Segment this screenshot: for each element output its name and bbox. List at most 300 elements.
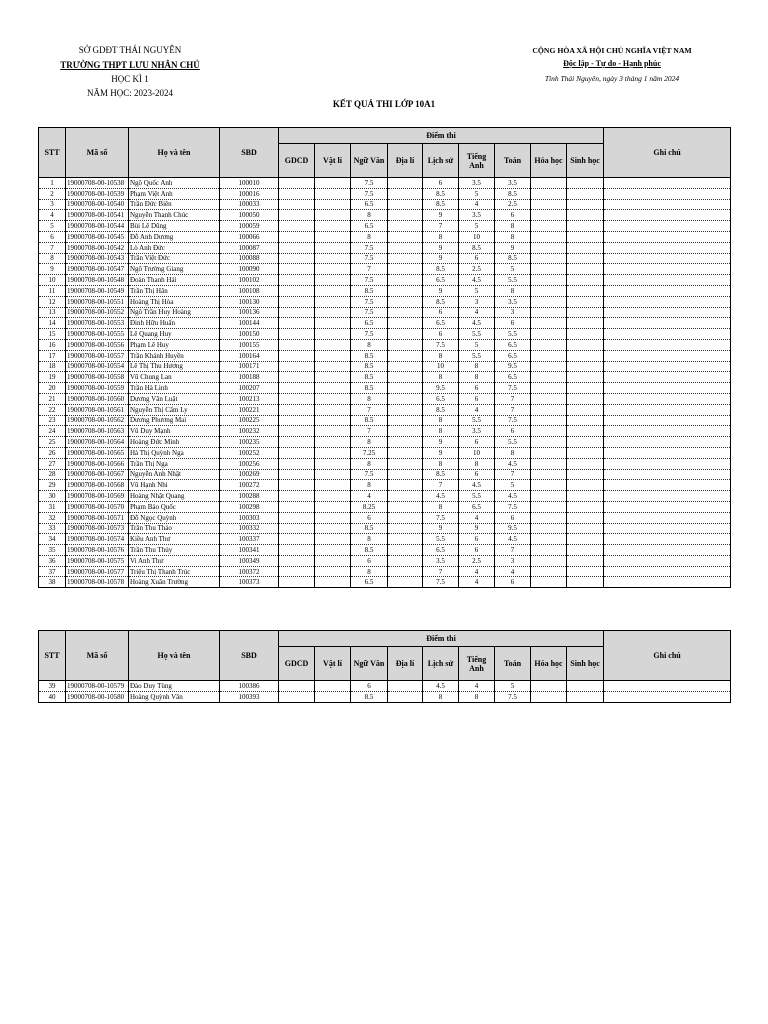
cell-score-sinh-hoc [567,555,604,566]
header-subject-sinh-hoc-label: Sinh học [570,156,600,165]
header-ma-so [66,128,129,178]
country-name: CỘNG HÒA XÃ HỘI CHỦ NGHĨA VIỆT NAM [532,46,692,55]
cell-stt: 40 [39,691,66,702]
cell-score-lich-su: 8 [423,426,459,437]
cell-score-tieng-anh: 3.5 [459,178,495,189]
cell-ma-so: 19000708-00-10564 [66,437,129,448]
cell-ho-ten: Lê Quang Huy [129,329,220,340]
cell-score-gdcd [279,512,315,523]
cell-score-hoa-hoc [531,437,567,448]
header-subject-hoa-hoc [531,647,567,681]
cell-score-sinh-hoc [567,393,604,404]
cell-score-gdcd [279,221,315,232]
cell-score-ngu-van: 7.5 [351,178,388,189]
cell-score-tieng-anh: 3 [459,296,495,307]
cell-score-tieng-anh: 8 [459,372,495,383]
cell-sbd: 100164 [220,350,279,361]
cell-score-toan: 8 [495,221,531,232]
cell-sbd: 100155 [220,339,279,350]
cell-score-gdcd [279,566,315,577]
cell-stt: 7 [39,242,66,253]
cell-ma-so: 19000708-00-10570 [66,501,129,512]
cell-score-gdcd [279,210,315,221]
cell-score-ngu-van: 8 [351,210,388,221]
cell-score-hoa-hoc [531,339,567,350]
cell-score-lich-su: 4.5 [423,681,459,692]
cell-score-toan: 6 [495,512,531,523]
cell-ghi-chu [604,681,731,692]
header-ghi-chu-label: Ghi chú [653,148,681,157]
cell-score-gdcd [279,426,315,437]
header-subject-vat-li [315,647,351,681]
cell-score-tieng-anh: 5.5 [459,329,495,340]
cell-score-vat-li [315,264,351,275]
cell-score-ngu-van: 8.5 [351,523,388,534]
cell-stt: 6 [39,231,66,242]
cell-ghi-chu [604,285,731,296]
cell-score-hoa-hoc [531,512,567,523]
cell-score-dia-li [388,545,423,556]
table-row [39,393,731,404]
cell-score-lich-su: 7.5 [423,512,459,523]
cell-score-dia-li [388,339,423,350]
header-subject-tieng-anh [459,144,495,178]
cell-ghi-chu [604,221,731,232]
header-ma-so [66,631,129,681]
cell-score-gdcd [279,404,315,415]
table-row [39,691,731,702]
cell-ho-ten: Dương Phương Mai [129,415,220,426]
cell-sbd: 100066 [220,231,279,242]
cell-score-lich-su: 6 [423,307,459,318]
cell-sbd: 100136 [220,307,279,318]
cell-score-vat-li [315,188,351,199]
cell-sbd: 100090 [220,264,279,275]
cell-score-vat-li [315,480,351,491]
cell-score-gdcd [279,361,315,372]
cell-ho-ten: Nguyễn Anh Nhật [129,469,220,480]
table-row [39,372,731,383]
cell-ma-so: 19000708-00-10538 [66,178,129,189]
cell-score-sinh-hoc [567,339,604,350]
cell-score-gdcd [279,480,315,491]
cell-score-hoa-hoc [531,480,567,491]
cell-score-ngu-van: 8 [351,437,388,448]
cell-score-lich-su: 6 [423,329,459,340]
cell-ho-ten: Dương Văn Luật [129,393,220,404]
results-table-1 [38,127,731,588]
cell-score-ngu-van: 8.5 [351,383,388,394]
cell-score-tieng-anh: 4 [459,199,495,210]
header-subject-dia-li [388,647,423,681]
cell-sbd: 100144 [220,318,279,329]
cell-score-tieng-anh: 4 [459,404,495,415]
cell-sbd: 100393 [220,691,279,702]
cell-score-toan: 5 [495,480,531,491]
cell-ghi-chu [604,199,731,210]
table-row [39,555,731,566]
header-subject-toan [495,144,531,178]
cell-score-ngu-van: 8 [351,231,388,242]
cell-score-sinh-hoc [567,307,604,318]
table-row [39,253,731,264]
cell-score-sinh-hoc [567,491,604,502]
cell-score-ngu-van: 7.5 [351,253,388,264]
cell-ma-so: 19000708-00-10540 [66,199,129,210]
cell-score-ngu-van: 8.5 [351,285,388,296]
cell-score-toan: 8.5 [495,188,531,199]
cell-score-hoa-hoc [531,555,567,566]
cell-sbd: 100235 [220,437,279,448]
cell-score-hoa-hoc [531,318,567,329]
cell-score-toan: 4.5 [495,534,531,545]
cell-score-toan: 3.5 [495,296,531,307]
cell-score-sinh-hoc [567,404,604,415]
cell-score-tieng-anh: 4 [459,307,495,318]
cell-score-hoa-hoc [531,383,567,394]
header-subject-lich-su [423,144,459,178]
cell-score-dia-li [388,253,423,264]
cell-ho-ten: Trần Thị Nga [129,458,220,469]
cell-score-lich-su: 8 [423,691,459,702]
cell-ma-so: 19000708-00-10561 [66,404,129,415]
table-row [39,361,731,372]
cell-stt: 2 [39,188,66,199]
cell-score-toan: 5 [495,264,531,275]
cell-score-vat-li [315,545,351,556]
cell-score-gdcd [279,545,315,556]
cell-score-toan: 3 [495,555,531,566]
cell-ho-ten: Hoàng Nhật Quang [129,491,220,502]
cell-ho-ten: Đoàn Thanh Hải [129,275,220,286]
cell-score-sinh-hoc [567,566,604,577]
table-row [39,415,731,426]
table-row [39,426,731,437]
cell-score-gdcd [279,577,315,588]
cell-score-toan: 6.5 [495,350,531,361]
cell-score-vat-li [315,199,351,210]
cell-stt: 28 [39,469,66,480]
table-row [39,545,731,556]
header-row-main [39,128,731,144]
cell-ghi-chu [604,437,731,448]
cell-score-vat-li [315,447,351,458]
cell-ghi-chu [604,350,731,361]
cell-ho-ten: Trần Thu Thảo [129,523,220,534]
cell-ho-ten: Hoàng Đức Minh [129,437,220,448]
cell-ghi-chu [604,307,731,318]
cell-ghi-chu [604,210,731,221]
cell-score-ngu-van: 8.25 [351,501,388,512]
cell-score-sinh-hoc [567,447,604,458]
cell-score-tieng-anh: 6 [459,383,495,394]
table-row [39,221,731,232]
cell-score-tieng-anh: 8 [459,458,495,469]
cell-stt: 32 [39,512,66,523]
cell-score-vat-li [315,285,351,296]
cell-sbd: 100171 [220,361,279,372]
cell-stt: 20 [39,383,66,394]
cell-score-vat-li [315,318,351,329]
cell-ghi-chu [604,447,731,458]
cell-ma-so: 19000708-00-10579 [66,681,129,692]
cell-sbd: 100221 [220,404,279,415]
cell-ma-so: 19000708-00-10571 [66,512,129,523]
cell-sbd: 100386 [220,681,279,692]
cell-score-sinh-hoc [567,383,604,394]
cell-score-gdcd [279,275,315,286]
cell-ma-so: 19000708-00-10549 [66,285,129,296]
cell-ghi-chu [604,469,731,480]
cell-ghi-chu [604,318,731,329]
cell-score-toan: 7 [495,404,531,415]
cell-score-tieng-anh: 8 [459,361,495,372]
header-subject-dia-li-label: Địa lí [395,659,415,668]
cell-ma-so: 19000708-00-10566 [66,458,129,469]
header-subject-ngu-van [351,647,388,681]
cell-ma-so: 19000708-00-10577 [66,566,129,577]
cell-score-toan: 5.5 [495,329,531,340]
cell-score-vat-li [315,426,351,437]
cell-score-toan: 6 [495,210,531,221]
table-row [39,681,731,692]
cell-score-gdcd [279,501,315,512]
cell-score-vat-li [315,577,351,588]
cell-ghi-chu [604,178,731,189]
cell-score-dia-li [388,383,423,394]
cell-ghi-chu [604,329,731,340]
cell-score-ngu-van: 6.5 [351,199,388,210]
cell-score-vat-li [315,372,351,383]
cell-ho-ten: Vũ Chung Lan [129,372,220,383]
cell-score-sinh-hoc [567,469,604,480]
cell-score-dia-li [388,415,423,426]
header-ho-ten [129,631,220,681]
cell-score-hoa-hoc [531,285,567,296]
cell-score-vat-li [315,242,351,253]
cell-score-ngu-van: 8.5 [351,545,388,556]
cell-score-ngu-van: 7 [351,404,388,415]
cell-score-lich-su: 3.5 [423,555,459,566]
header-subject-toan [495,647,531,681]
cell-score-ngu-van: 8.5 [351,415,388,426]
cell-score-tieng-anh: 4 [459,577,495,588]
cell-ma-so: 19000708-00-10556 [66,339,129,350]
header-ghi-chu-label: Ghi chú [653,651,681,660]
cell-score-sinh-hoc [567,296,604,307]
cell-score-tieng-anh: 9 [459,523,495,534]
table-row [39,512,731,523]
cell-score-toan: 5.5 [495,437,531,448]
cell-ma-so: 19000708-00-10565 [66,447,129,458]
cell-stt: 13 [39,307,66,318]
cell-stt: 27 [39,458,66,469]
cell-score-dia-li [388,404,423,415]
cell-score-hoa-hoc [531,188,567,199]
header-stt [39,631,66,681]
cell-score-vat-li [315,383,351,394]
cell-score-gdcd [279,188,315,199]
cell-score-dia-li [388,469,423,480]
cell-score-hoa-hoc [531,393,567,404]
header-diem-thi [279,631,604,647]
cell-ho-ten: Hà Thị Quỳnh Nga [129,447,220,458]
cell-score-sinh-hoc [567,199,604,210]
cell-score-vat-li [315,253,351,264]
cell-ma-so: 19000708-00-10559 [66,383,129,394]
table-row [39,350,731,361]
cell-ghi-chu [604,372,731,383]
cell-score-ngu-van: 6 [351,555,388,566]
cell-score-ngu-van: 8 [351,393,388,404]
cell-sbd: 100150 [220,329,279,340]
cell-score-toan: 7.5 [495,501,531,512]
cell-stt: 3 [39,199,66,210]
cell-score-toan: 8 [495,231,531,242]
cell-score-hoa-hoc [531,426,567,437]
cell-sbd: 100332 [220,523,279,534]
cell-ma-so: 19000708-00-10569 [66,491,129,502]
cell-ho-ten: Hoàng Quỳnh Vân [129,691,220,702]
header-subject-sinh-hoc-label: Sinh học [570,659,600,668]
cell-sbd: 100298 [220,501,279,512]
cell-sbd: 100341 [220,545,279,556]
cell-stt: 15 [39,329,66,340]
header-subject-hoa-hoc-label: Hóa học [534,659,563,668]
table-row [39,296,731,307]
cell-ma-so: 19000708-00-10548 [66,275,129,286]
cell-score-hoa-hoc [531,264,567,275]
cell-ma-so: 19000708-00-10578 [66,577,129,588]
cell-score-toan: 8.5 [495,253,531,264]
cell-score-vat-li [315,210,351,221]
cell-sbd: 100188 [220,372,279,383]
cell-ho-ten: Phạm Việt Anh [129,188,220,199]
school-name: TRƯỜNG THPT LƯU NHÂN CHÚ [60,60,200,70]
cell-ghi-chu [604,296,731,307]
cell-score-toan: 3 [495,307,531,318]
cell-score-tieng-anh: 6 [459,534,495,545]
cell-score-gdcd [279,523,315,534]
cell-stt: 10 [39,275,66,286]
cell-score-sinh-hoc [567,458,604,469]
cell-ho-ten: Vũ Hạnh Nhi [129,480,220,491]
cell-stt: 36 [39,555,66,566]
cell-score-hoa-hoc [531,307,567,318]
cell-score-sinh-hoc [567,501,604,512]
cell-score-dia-li [388,691,423,702]
cell-score-dia-li [388,285,423,296]
cell-score-dia-li [388,178,423,189]
cell-score-tieng-anh: 5 [459,188,495,199]
cell-score-tieng-anh: 4 [459,566,495,577]
cell-ma-so: 19000708-00-10547 [66,264,129,275]
cell-score-hoa-hoc [531,404,567,415]
cell-ho-ten: Trần Thu Thủy [129,545,220,556]
cell-score-lich-su: 9 [423,210,459,221]
cell-score-sinh-hoc [567,318,604,329]
table-row [39,437,731,448]
header-subject-lich-su [423,647,459,681]
cell-score-vat-li [315,469,351,480]
cell-score-sinh-hoc [567,231,604,242]
cell-score-vat-li [315,501,351,512]
cell-score-hoa-hoc [531,372,567,383]
cell-score-lich-su: 6.5 [423,393,459,404]
cell-stt: 17 [39,350,66,361]
cell-score-lich-su: 8 [423,415,459,426]
cell-ma-so: 19000708-00-10563 [66,426,129,437]
header-ho-ten-label: Họ và tên [157,651,191,660]
cell-ma-so: 19000708-00-10544 [66,221,129,232]
cell-ho-ten: Lê Thị Thu Hương [129,361,220,372]
header-subject-gdcd [279,144,315,178]
cell-ho-ten: Trần Hà Linh [129,383,220,394]
cell-score-ngu-van: 7.5 [351,188,388,199]
cell-sbd: 100088 [220,253,279,264]
cell-stt: 16 [39,339,66,350]
cell-score-hoa-hoc [531,447,567,458]
cell-score-hoa-hoc [531,242,567,253]
table-row [39,491,731,502]
cell-score-gdcd [279,393,315,404]
cell-score-vat-li [315,178,351,189]
cell-score-ngu-van: 4 [351,491,388,502]
cell-sbd: 100272 [220,480,279,491]
cell-score-sinh-hoc [567,178,604,189]
table-row [39,469,731,480]
page-title: KẾT QUẢ THI LỚP 10A1 [332,99,436,109]
table-row [39,534,731,545]
cell-score-ngu-van: 7.25 [351,447,388,458]
cell-score-tieng-anh: 6 [459,545,495,556]
header-row-main [39,631,731,647]
header-subject-tieng-anh-label: Tiếng Anh [466,151,487,170]
cell-sbd: 100269 [220,469,279,480]
cell-ho-ten: Phạm Lê Huy [129,339,220,350]
table-row [39,577,731,588]
cell-score-toan: 7 [495,393,531,404]
cell-score-tieng-anh: 6 [459,253,495,264]
cell-score-ngu-van: 8 [351,480,388,491]
cell-score-lich-su: 6.5 [423,545,459,556]
cell-score-vat-li [315,458,351,469]
results-table-2 [38,630,731,703]
cell-score-lich-su: 8.5 [423,188,459,199]
cell-ghi-chu [604,426,731,437]
cell-ma-so: 19000708-00-10541 [66,210,129,221]
cell-score-toan: 9 [495,242,531,253]
cell-ghi-chu [604,361,731,372]
cell-score-vat-li [315,350,351,361]
cell-ma-so: 19000708-00-10567 [66,469,129,480]
cell-score-toan: 5.5 [495,275,531,286]
cell-stt: 21 [39,393,66,404]
cell-score-toan: 5 [495,681,531,692]
cell-score-dia-li [388,523,423,534]
header-subject-ngu-van-label: Ngữ Văn [353,156,385,165]
cell-score-hoa-hoc [531,253,567,264]
cell-ma-so: 19000708-00-10573 [66,523,129,534]
cell-stt: 19 [39,372,66,383]
cell-score-sinh-hoc [567,523,604,534]
cell-score-toan: 6.5 [495,339,531,350]
cell-score-dia-li [388,393,423,404]
cell-ho-ten: Lò Anh Đức [129,242,220,253]
cell-stt: 14 [39,318,66,329]
header-diem-thi-label: Điểm thi [426,634,456,643]
cell-score-sinh-hoc [567,480,604,491]
